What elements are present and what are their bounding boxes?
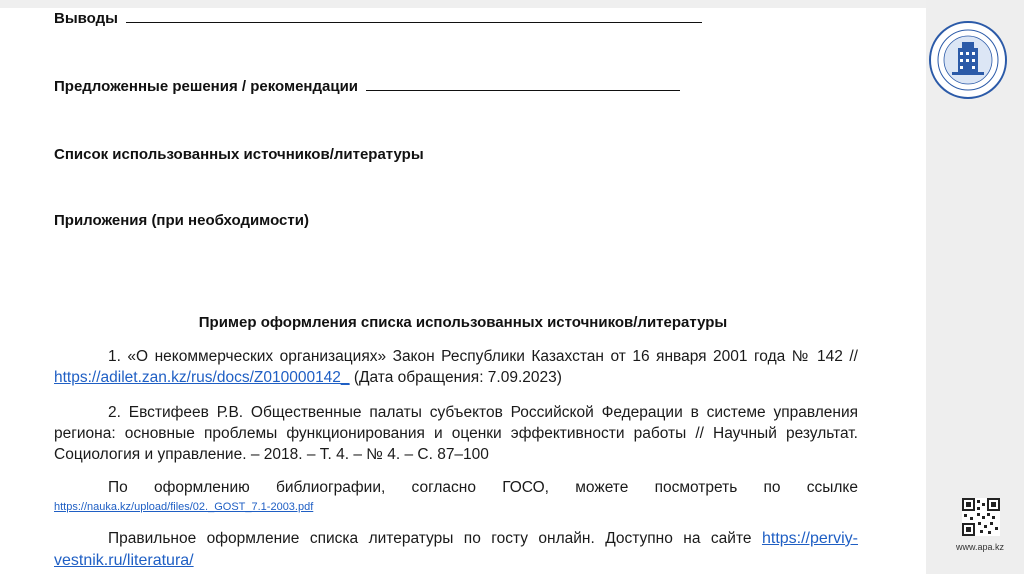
conclusions-fill-line	[126, 21, 702, 23]
website-label: www.apa.kz	[955, 542, 1005, 552]
academy-seal-icon	[928, 20, 1008, 100]
section-recommendations	[54, 78, 680, 95]
reference-item-1-text: 1. «О некоммерческих организациях» Закон Республики Казахстан от 16 января 2001 года № 142 //	[108, 348, 858, 365]
reference-item-1-date: (Дата обращения: 7.09.2023)	[349, 369, 562, 386]
online-text: Правильное оформление списка литературы по госту онлайн. Доступно на сайте	[108, 530, 752, 547]
qr-code-icon	[962, 498, 1000, 536]
recommendations-fill-line	[366, 89, 680, 91]
gost-link[interactable]: https://nauka.kz/upload/files/02._GOST_7.1-2003.pdf	[54, 501, 314, 513]
section-conclusions-label: Выводы	[54, 10, 118, 27]
section-appendix-label: Приложения (при необходимости)	[54, 212, 309, 229]
online-paragraph	[54, 528, 858, 572]
example-title: Пример оформления списка использованных источников/литературы	[198, 314, 728, 331]
section-appendix	[54, 212, 309, 229]
section-conclusions	[54, 10, 702, 27]
gost-text: По оформлению библиографии, согласно ГОСО, можете посмотреть по ссылке	[108, 479, 858, 496]
section-sources	[54, 146, 424, 163]
section-recommendations-label: Предложенные решения / рекомендации	[54, 78, 359, 95]
section-sources-label: Список использованных источников/литературы	[54, 146, 424, 163]
reference-item-2-text: 2. Евстифеев Р.В. Общественные палаты субъектов Российской Федерации в системе управления региона: основные проблемы функционирования и оценки эффективности работы // Научный результат. Социология и управление. – 2018. – Т. 4. – № 4. – С. 87–100	[54, 404, 858, 463]
reference-item-2	[54, 402, 858, 465]
gost-paragraph	[54, 479, 858, 516]
perviy-vestnik-link[interactable]: https://perviy-vestnik.ru/literatura/	[54, 530, 858, 569]
reference-item-1	[54, 346, 858, 388]
adilet-link[interactable]: https://adilet.zan.kz/rus/docs/Z010000142_	[54, 369, 350, 386]
top-strip	[0, 0, 926, 8]
